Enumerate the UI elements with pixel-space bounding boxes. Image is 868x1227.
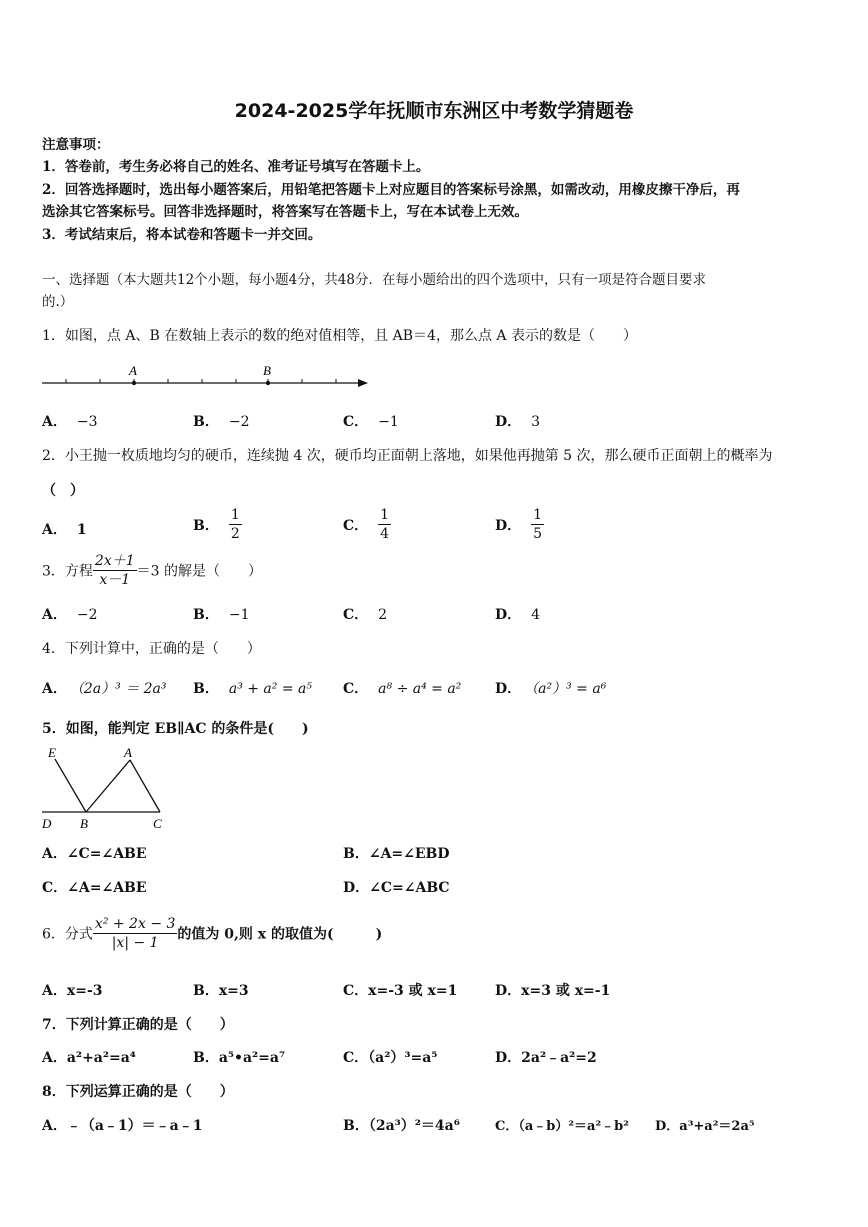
option-b[interactable]: B．∠A=∠EBD — [343, 846, 450, 862]
option-a[interactable]: A． −2 — [42, 607, 98, 623]
label-b: B — [263, 363, 271, 378]
option-value: 1 — [76, 522, 87, 538]
option-value: −3 — [76, 414, 98, 430]
option-c[interactable]: C．∠A=∠ABE — [42, 880, 147, 896]
question-8-stem: 8．下列运算正确的是（ ） — [42, 1084, 234, 1100]
question-4-stem: 4．下列计算中，正确的是（ ） — [42, 641, 261, 657]
number-line-figure — [40, 360, 370, 394]
fraction: $\frac{1}{2}$ — [230, 507, 240, 542]
question-7-stem: 7．下列计算正确的是（ ） — [42, 1017, 234, 1033]
option-b[interactable]: B．x=3 — [193, 983, 249, 999]
option-b[interactable]: B． −1 — [193, 607, 250, 623]
label-a: A — [124, 745, 132, 760]
option-a[interactable]: A．∠C=∠ABE — [42, 846, 147, 862]
label-a: A — [129, 363, 137, 378]
option-d[interactable]: D．x=3 或 x=-1 — [495, 983, 611, 999]
option-key: D． — [495, 414, 522, 430]
fraction: $\frac{\text{x² + 2x − 3}}{|x| - 1}$ — [94, 916, 176, 951]
notice-item: 选涂其它答案标号。回答非选择题时，将答案写在答题卡上，写在本试卷上无效。 — [42, 204, 528, 220]
question-2-stem: 2．小王抛一枚质地均匀的硬币，连续抛 4 次，硬币均正面朝上落地，如果他再抛第 5 次，那么硬币正面朝上的概率为 — [42, 448, 773, 464]
option-b[interactable]: B． a³ + a² = a⁵ — [193, 681, 312, 697]
triangle-figure — [40, 744, 170, 834]
option-d[interactable]: D． 4 — [495, 607, 541, 623]
section-heading-line1: 一、选择题（本大题共12个小题，每小题4分，共48分．在每小题给出的四个选项中，只有一项是符合题目要求 — [42, 272, 706, 288]
number-line-ticks — [66, 379, 336, 383]
option-c[interactable]: C．（a﹣b）²＝a²﹣b² — [495, 1119, 629, 1134]
label-d: D — [42, 816, 52, 831]
option-key: B． — [193, 517, 219, 534]
option-key: A． — [42, 414, 67, 430]
option-c[interactable]: C． a⁸ ÷ a⁴ = a² — [343, 681, 462, 697]
option-a[interactable]: A．﹣（a﹣1）＝﹣a﹣1 — [42, 1118, 203, 1134]
option-value: −2 — [228, 414, 250, 430]
segment-eb — [55, 759, 86, 812]
option-a[interactable] — [42, 411, 98, 431]
option-b[interactable] — [193, 411, 249, 431]
question-1-stem: 1．如图，点 A、B 在数轴上表示的数的绝对值相等，且 AB＝4，那么点 A 表示的数是（ ） — [42, 328, 637, 344]
option-b[interactable]: B．（2a³）²＝4a⁶ — [343, 1118, 460, 1134]
option-c[interactable]: C．x=-3 或 x=1 — [343, 983, 458, 999]
option-key: B． — [193, 414, 219, 430]
option-key: C． — [343, 414, 369, 430]
fraction: $\frac{2x+1}{x-1}$ — [94, 553, 135, 588]
option-c[interactable] — [343, 506, 391, 543]
option-value: 3 — [531, 414, 541, 430]
notice-item: 2．回答选择题时，选出每小题答案后，用铅笔把答题卡上对应题目的答案标号涂黑，如需改动，用橡皮擦干净后，再 — [42, 182, 740, 198]
option-a[interactable] — [42, 519, 87, 539]
option-key: D． — [495, 517, 522, 534]
page-title: 2024-2025学年抚顺市东洲区中考数学猜题卷 — [234, 100, 634, 122]
option-d[interactable]: D．a³+a²＝2a⁵ — [655, 1119, 755, 1134]
label-b: B — [80, 816, 88, 831]
option-value: −1 — [378, 414, 399, 430]
option-b[interactable]: B．a⁵•a²=a⁷ — [193, 1050, 286, 1066]
option-a[interactable]: A．a²+a²=a⁴ — [42, 1050, 136, 1066]
option-a[interactable]: A． （2a）³ ＝ 2a³ — [42, 681, 167, 697]
segment-ac — [130, 760, 160, 812]
question-2-paren: （ ） — [42, 483, 84, 499]
segment-ba — [86, 760, 130, 812]
option-c[interactable] — [343, 411, 399, 431]
option-d[interactable] — [495, 506, 544, 543]
option-c[interactable]: C． 2 — [343, 607, 388, 623]
option-key: C． — [343, 517, 369, 534]
option-d[interactable]: D． （a²）³ = a⁶ — [495, 681, 607, 697]
section-heading-line2: 的.） — [42, 294, 74, 310]
arrow-icon — [358, 379, 368, 387]
label-c: C — [153, 816, 162, 831]
option-d[interactable] — [495, 411, 540, 431]
notice-item: 3．考试结束后，将本试卷和答题卡一并交回。 — [42, 227, 322, 243]
question-5-stem: 5．如图，能判定 EB∥AC 的条件是( ) — [42, 721, 309, 737]
point-b — [266, 381, 270, 385]
label-e: E — [48, 745, 56, 760]
fraction: $\frac{1}{5}$ — [533, 507, 543, 542]
fraction: $\frac{1}{4}$ — [380, 507, 390, 542]
notice-heading: 注意事项： — [42, 137, 110, 153]
question-6-stem: 6．分式 $\frac{\text{x² + 2x − 3}}{|x| - 1}$ 的值为 0,则 x 的取值为( ) — [42, 916, 383, 951]
notice-item: 1．答卷前，考生务必将自己的姓名、准考证号填写在答题卡上。 — [42, 159, 430, 175]
question-3-stem: 3．方程 $\frac{2x+1}{x-1}$ ＝3 的解是（ ） — [42, 553, 262, 588]
option-c[interactable]: C．（a²）³=a⁵ — [343, 1050, 438, 1066]
option-d[interactable]: D．∠C=∠ABC — [343, 880, 450, 896]
point-a — [132, 381, 136, 385]
option-a[interactable]: A．x=-3 — [42, 983, 103, 999]
option-d[interactable]: D．2a²﹣a²=2 — [495, 1050, 597, 1066]
option-key: A． — [42, 522, 67, 538]
option-b[interactable] — [193, 506, 242, 543]
